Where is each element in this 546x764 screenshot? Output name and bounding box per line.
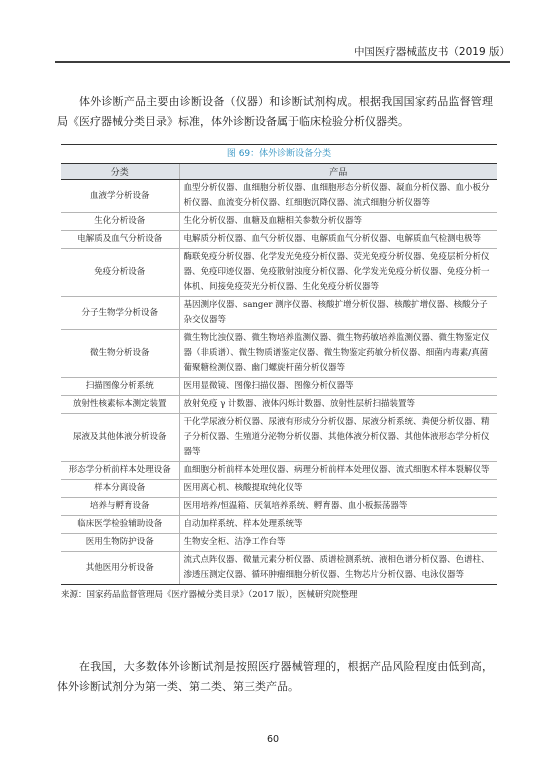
row-category: 放射性核素标本测定装置 [61, 396, 179, 414]
table-row [61, 330, 497, 378]
row-products: 血细胞分析前样本处理仪器、病理分析前样本处理仪器、流式细胞术样本裂解仪等 [179, 462, 497, 480]
table-row [61, 213, 497, 231]
table-row [61, 249, 497, 297]
table-row [61, 378, 497, 396]
table-row [61, 516, 497, 534]
row-products: 基因测序仪器、sanger 测序仪器、核酸扩增分析仪器、核酸扩增仪器、核酸分子杂交仪器等 [179, 297, 497, 330]
row-category: 培养与孵育设备 [61, 498, 179, 516]
row-category: 分子生物学分析设备 [61, 297, 179, 330]
row-category: 微生物分析设备 [61, 330, 179, 378]
header-rule [55, 61, 510, 63]
closing-paragraph: 在我国，大多数体外诊断试剂是按照医疗器械管理的，根据产品风险程度由低到高，体外诊断试剂分为第一类、第二类、第三类产品。 [57, 660, 493, 693]
table-row [61, 534, 497, 552]
row-category: 其他医用分析设备 [61, 552, 179, 585]
row-category: 样本分离设备 [61, 480, 179, 498]
table-row [61, 552, 497, 585]
table-header-row [61, 164, 497, 180]
row-products: 生化分析仪器、血糖及血糖相关参数分析仪器等 [179, 213, 497, 231]
row-products: 医用显微镜、图像扫描仪器、图像分析仪器等 [179, 378, 497, 396]
table-row [61, 498, 497, 516]
row-category: 形态学分析前样本处理设备 [61, 462, 179, 480]
table-row [61, 396, 497, 414]
row-category: 生化分析设备 [61, 213, 179, 231]
classification-table-block [61, 144, 497, 602]
row-products: 医用培养/恒温箱、厌氧培养系统、孵育器、血小板振荡器等 [179, 498, 497, 516]
table-row [61, 180, 497, 213]
row-products: 干化学尿液分析仪器、尿液有形成分分析仪器、尿液分析系统、粪便分析仪器、精子分析仪器、生殖道分泌物分析仪器、其他体液分析仪器、其他体液形态学分析仪器等 [179, 414, 497, 462]
running-title: 中国医疗器械蓝皮书（2019 版） [353, 46, 510, 58]
row-category: 临床医学检验辅助设备 [61, 516, 179, 534]
table-row [61, 462, 497, 480]
intro-paragraph: 体外诊断产品主要由诊断设备（仪器）和诊断试剂构成。根据我国国家药品监督管理局《医疗器械分类目录》标准，体外诊断设备属于临床检验分析仪器类。 [57, 95, 493, 128]
row-category: 尿液及其他体液分析设备 [61, 414, 179, 462]
table-row [61, 297, 497, 330]
row-products: 微生物比浊仪器、微生物培养监测仪器、微生物药敏培养监测仪器、微生物鉴定仪器（非质谱）、微生物质谱鉴定仪器、微生物鉴定药敏分析仪器、细菌内毒素/真菌葡聚糖检测仪器、幽门螺旋杆菌分析仪器等 [179, 330, 497, 378]
row-category: 电解质及血气分析设备 [61, 231, 179, 249]
page-number: 60 [266, 734, 280, 745]
row-products: 放射免疫 γ 计数器、液体闪烁计数器、放射性层析扫描装置等 [179, 396, 497, 414]
table-row [61, 480, 497, 498]
table-row [61, 231, 497, 249]
row-products: 医用离心机、核酸提取纯化仪等 [179, 480, 497, 498]
table-source-note: 来源：国家药品监督管理局《医疗器械分类目录》（2017 版），医械研究院整理 [61, 590, 358, 600]
row-products: 酶联免疫分析仪器、化学发光免疫分析仪器、荧光免疫分析仪器、免疫层析分析仪器、免疫印迹仪器、免疫散射浊度分析仪器、化学发光免疫分析仪器、免疫分析一体机、间接免疫荧光分析仪器、生化免疫分析仪器等 [179, 249, 497, 297]
header-category: 分类 [61, 164, 179, 180]
row-category: 扫描图像分析系统 [61, 378, 179, 396]
table-caption: 图 69：体外诊断设备分类 [61, 144, 497, 163]
row-products: 电解质分析仪器、血气分析仪器、电解质血气分析仪器、电解质血气检测电极等 [179, 231, 497, 249]
row-category: 免疫分析设备 [61, 249, 179, 297]
row-products: 血型分析仪器、血细胞分析仪器、血细胞形态分析仪器、凝血分析仪器、血小板分析仪器、血流变分析仪器、红细胞沉降仪器、流式细胞分析仪器等 [179, 180, 497, 213]
row-category: 血液学分析设备 [61, 180, 179, 213]
row-products: 流式点阵仪器、微量元素分析仪器、质谱检测系统、液相色谱分析仪器、色谱柱、渗透压测定仪器、循环肿瘤细胞分析仪器、生物芯片分析仪器、电泳仪器等 [179, 552, 497, 585]
row-category: 医用生物防护设备 [61, 534, 179, 552]
row-products: 自动加样系统、样本处理系统等 [179, 516, 497, 534]
table-row [61, 414, 497, 462]
row-products: 生物安全柜、洁净工作台等 [179, 534, 497, 552]
header-products: 产品 [179, 164, 497, 180]
classification-table [61, 163, 497, 585]
